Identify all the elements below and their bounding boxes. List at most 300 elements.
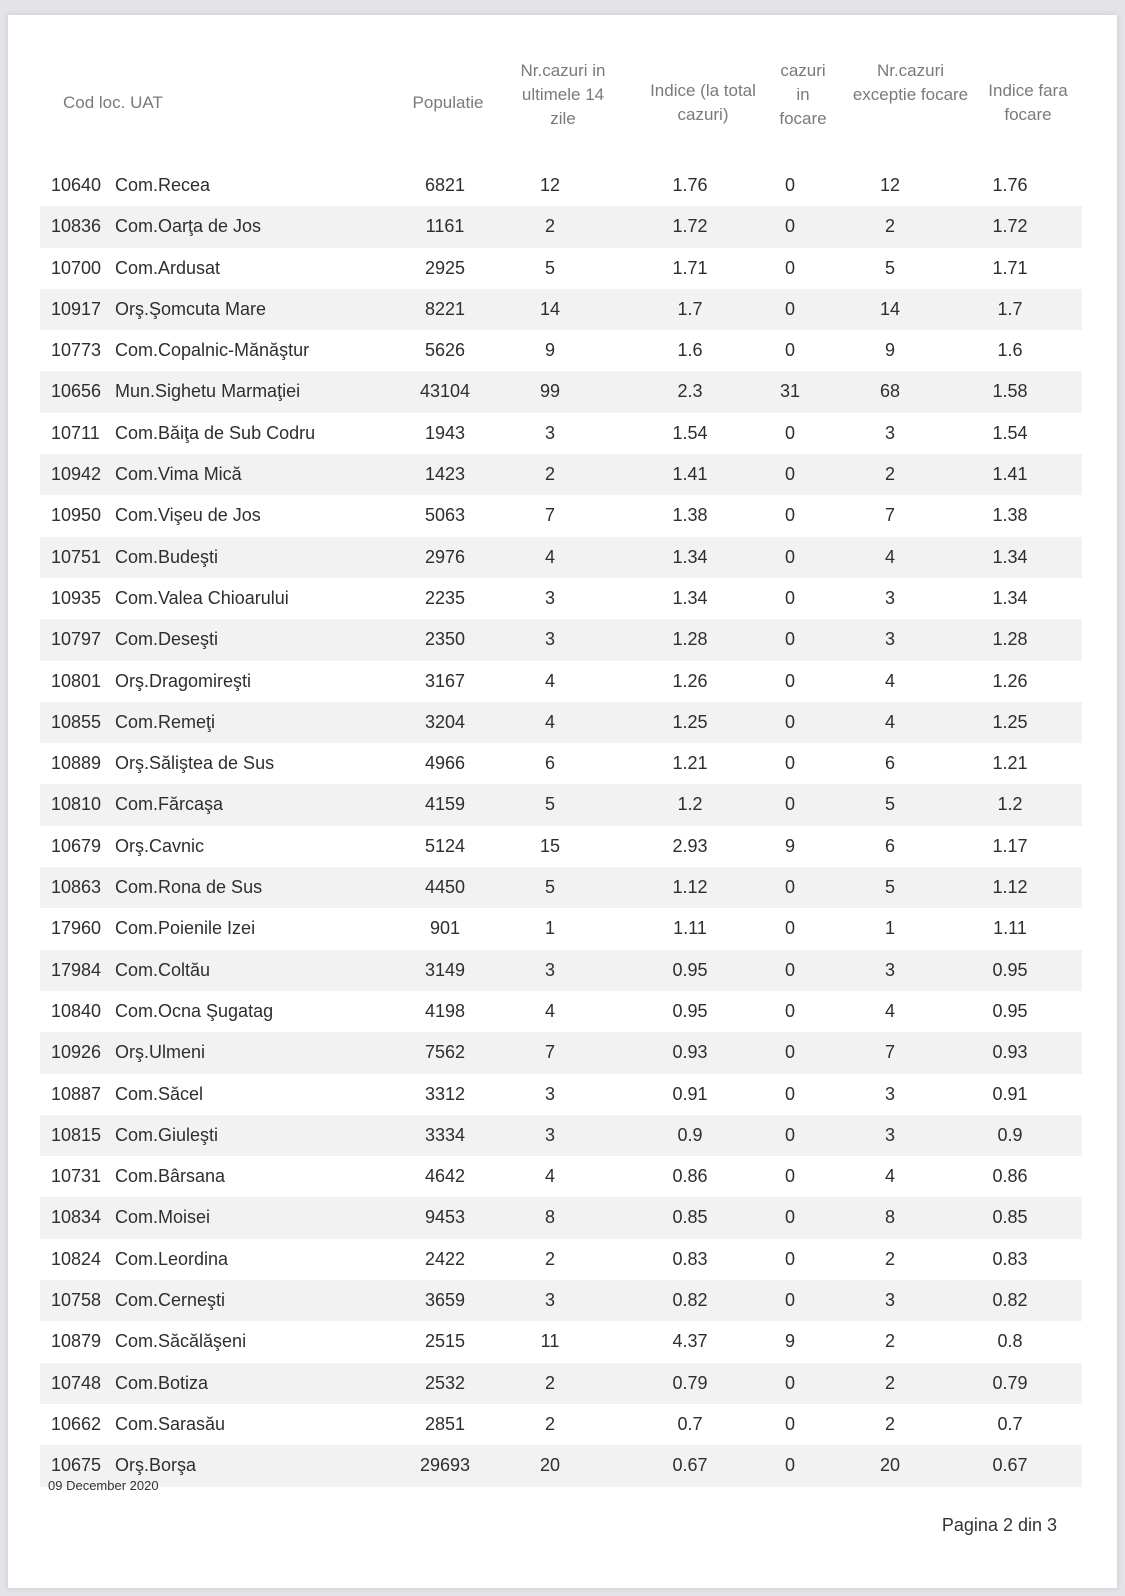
table-row <box>40 619 1082 660</box>
cell-population: 29693 <box>419 1455 471 1476</box>
cell-index-total: 1.28 <box>672 629 708 650</box>
cell-index-fara: 1.21 <box>992 753 1028 774</box>
cell-cases-focare: 9 <box>784 1331 795 1352</box>
cell-code: 10711 <box>51 422 100 443</box>
cell-index-fara: 0.83 <box>992 1248 1028 1269</box>
cell-code: 10863 <box>51 877 102 898</box>
cell-uat: Com.Copalnic-Mănăştur <box>115 340 310 361</box>
cell-cases-14: 11 <box>540 1331 560 1352</box>
cell-population: 3334 <box>424 1124 466 1145</box>
cell-uat: Mun.Sighetu Marmaţiei <box>115 381 301 402</box>
cell-code: 10801 <box>51 670 102 691</box>
cell-cases-exceptie: 5 <box>884 257 895 278</box>
cell-population: 4642 <box>424 1166 466 1187</box>
cell-uat: Orş.Săliştea de Sus <box>115 753 275 774</box>
cell-cases-14: 2 <box>544 1248 555 1269</box>
cell-cases-14: 4 <box>544 1000 555 1021</box>
cell-index-total: 0.7 <box>677 1413 703 1434</box>
cell-cases-exceptie: 8 <box>884 1207 895 1228</box>
cell-index-total: 1.25 <box>672 711 708 732</box>
cell-index-fara: 1.58 <box>992 381 1028 402</box>
table-row <box>40 1197 1082 1238</box>
header-index-fara-focare <box>983 79 1073 127</box>
cell-index-total: 0.85 <box>672 1207 708 1228</box>
cell-code: 10700 <box>51 257 102 278</box>
cell-index-fara: 1.2 <box>997 794 1023 815</box>
cell-cases-exceptie: 9 <box>884 340 895 361</box>
cell-uat: Orş.Borşa <box>115 1455 197 1476</box>
table-row <box>40 371 1082 412</box>
cell-cases-exceptie: 4 <box>884 1000 895 1021</box>
cell-code: 10640 <box>51 175 102 195</box>
cell-index-total: 0.83 <box>672 1248 708 1269</box>
cell-index-total: 1.76 <box>672 175 708 195</box>
cell-population: 1423 <box>424 464 466 485</box>
cell-cases-14: 6 <box>544 753 555 774</box>
cell-population: 3167 <box>424 670 466 691</box>
cell-uat: Com.Săcel <box>115 1083 204 1104</box>
cell-cases-exceptie: 20 <box>879 1455 901 1476</box>
header-line: Nr.cazuri <box>876 61 945 80</box>
cell-cases-14: 4 <box>544 546 555 567</box>
cell-cases-exceptie: 5 <box>884 794 895 815</box>
cell-code: 10810 <box>51 794 102 815</box>
cell-index-fara: 1.72 <box>992 216 1028 237</box>
table-row <box>40 1321 1082 1362</box>
cell-cases-exceptie: 4 <box>884 546 895 567</box>
cell-index-fara: 0.9 <box>997 1124 1023 1145</box>
cell-cases-exceptie: 1 <box>884 918 895 939</box>
cell-cases-exceptie: 2 <box>884 1248 895 1269</box>
cell-index-total: 2.93 <box>672 835 708 856</box>
cell-cases-14: 4 <box>544 670 555 691</box>
cell-cases-focare: 0 <box>784 1372 795 1393</box>
cell-uat: Orş.Cavnic <box>115 835 205 856</box>
table-row <box>40 248 1082 289</box>
cell-cases-14: 2 <box>544 216 555 237</box>
cell-population: 2515 <box>424 1331 466 1352</box>
cell-cases-exceptie: 6 <box>884 753 895 774</box>
cell-code: 10824 <box>51 1248 102 1269</box>
cell-cases-exceptie: 3 <box>884 422 895 443</box>
cell-cases-exceptie: 68 <box>879 381 901 402</box>
cell-code: 10917 <box>51 298 102 319</box>
cell-cases-14: 12 <box>539 175 561 195</box>
cell-uat: Orş.Dragomireşti <box>115 670 252 691</box>
cell-index-fara: 1.71 <box>992 257 1028 278</box>
cell-cases-focare: 9 <box>784 835 795 856</box>
cell-population: 43104 <box>419 381 471 402</box>
cell-cases-exceptie: 4 <box>884 1166 895 1187</box>
cell-index-fara: 1.11 <box>993 918 1027 939</box>
table-row <box>40 702 1082 743</box>
cell-uat: Orş.Ulmeni <box>115 1042 206 1063</box>
cell-index-fara: 1.54 <box>992 422 1028 443</box>
cell-cases-exceptie: 4 <box>884 711 895 732</box>
cell-population: 7562 <box>424 1042 466 1063</box>
header-line: in <box>796 85 810 104</box>
cell-cases-focare: 0 <box>784 1248 795 1269</box>
cell-cases-focare: 0 <box>784 587 795 608</box>
cell-uat: Com.Băiţa de Sub Codru <box>115 422 316 443</box>
header-population: Populatie <box>412 93 484 112</box>
cell-cases-14: 7 <box>544 1042 555 1063</box>
header-cases-14-days <box>508 59 618 131</box>
cell-index-fara: 0.95 <box>992 1000 1028 1021</box>
header-code-uat: Cod loc. UAT <box>63 93 163 112</box>
cell-cases-focare: 0 <box>784 877 795 898</box>
cell-index-fara: 1.28 <box>992 629 1028 650</box>
cell-index-fara: 1.34 <box>992 587 1028 608</box>
cell-index-total: 0.91 <box>672 1083 708 1104</box>
cell-cases-14: 5 <box>544 877 555 898</box>
cell-cases-exceptie: 7 <box>884 1042 895 1063</box>
table-row <box>40 1363 1082 1404</box>
cell-population: 2235 <box>424 587 466 608</box>
table-row <box>40 1156 1082 1197</box>
cell-cases-14: 3 <box>544 422 555 443</box>
cell-uat: Com.Deseşti <box>115 629 219 650</box>
cell-code: 10675 <box>51 1455 102 1476</box>
cell-index-total: 4.37 <box>672 1331 708 1352</box>
cell-population: 3312 <box>424 1083 466 1104</box>
cell-index-total: 1.38 <box>672 505 708 526</box>
cell-cases-exceptie: 3 <box>884 959 895 980</box>
table-row <box>40 1280 1082 1321</box>
cell-cases-focare: 0 <box>784 422 795 443</box>
header-line: cazuri) <box>677 105 729 124</box>
cell-index-total: 0.86 <box>672 1166 708 1187</box>
cell-uat: Com.Sarasău <box>115 1413 226 1434</box>
cell-index-fara: 0.95 <box>992 959 1028 980</box>
cell-index-fara: 0.8 <box>997 1331 1023 1352</box>
cell-cases-focare: 0 <box>784 1124 795 1145</box>
cell-index-fara: 0.91 <box>992 1083 1028 1104</box>
cell-cases-focare: 0 <box>784 216 795 237</box>
cell-index-total: 1.6 <box>677 340 703 361</box>
cell-index-fara: 0.67 <box>992 1455 1028 1476</box>
cell-population: 3659 <box>424 1290 466 1311</box>
cell-index-fara: 1.41 <box>992 464 1028 485</box>
cell-population: 5626 <box>424 340 466 361</box>
cell-cases-exceptie: 2 <box>884 1413 895 1434</box>
table-row <box>40 289 1082 330</box>
cell-uat: Com.Coltău <box>115 959 211 980</box>
header-line: Indice fara <box>988 81 1068 100</box>
cell-cases-14: 5 <box>544 257 555 278</box>
cell-index-total: 0.95 <box>672 959 708 980</box>
header-line: Indice (la total <box>650 81 756 100</box>
cell-cases-exceptie: 3 <box>884 1083 895 1104</box>
cell-cases-14: 3 <box>544 959 555 980</box>
cell-cases-14: 3 <box>544 629 555 650</box>
cell-population: 6821 <box>424 175 466 195</box>
table-row <box>40 991 1082 1032</box>
cell-index-fara: 0.82 <box>992 1290 1028 1311</box>
cell-index-total: 1.21 <box>672 753 708 774</box>
cell-cases-14: 7 <box>544 505 555 526</box>
header-line: Nr.cazuri in <box>520 61 606 80</box>
cell-cases-focare: 0 <box>784 1042 795 1063</box>
cell-index-total: 0.93 <box>672 1042 708 1063</box>
cell-cases-14: 3 <box>544 1124 555 1145</box>
cell-uat: Com.Botiza <box>115 1372 209 1393</box>
cell-cases-exceptie: 5 <box>884 877 895 898</box>
cell-cases-14: 4 <box>544 1166 555 1187</box>
cell-cases-focare: 0 <box>784 1000 795 1021</box>
cell-uat: Com.Fărcaşa <box>115 794 224 815</box>
cell-cases-14: 2 <box>544 1413 555 1434</box>
cell-cases-focare: 0 <box>784 1290 795 1311</box>
cell-code: 10950 <box>51 505 102 526</box>
cell-code: 10797 <box>51 629 102 650</box>
cell-code: 10731 <box>51 1166 102 1187</box>
table-row <box>40 784 1082 825</box>
cell-uat: Com.Giuleşti <box>115 1124 219 1145</box>
table-row <box>40 826 1082 867</box>
table-row <box>40 950 1082 991</box>
cell-cases-focare: 0 <box>784 340 795 361</box>
cell-population: 3204 <box>424 711 466 732</box>
cell-uat: Com.Cerneşti <box>115 1290 226 1311</box>
cell-cases-exceptie: 3 <box>884 629 895 650</box>
cell-index-fara: 1.38 <box>992 505 1028 526</box>
cell-cases-exceptie: 6 <box>884 835 895 856</box>
table-row <box>40 661 1082 702</box>
cell-code: 10751 <box>51 546 102 567</box>
table-body <box>40 165 1082 1487</box>
cell-cases-focare: 0 <box>784 505 795 526</box>
cell-code: 10942 <box>51 464 102 485</box>
cell-cases-exceptie: 2 <box>884 216 895 237</box>
table-row <box>40 330 1082 371</box>
cell-index-total: 0.95 <box>672 1000 708 1021</box>
cell-index-total: 1.54 <box>672 422 708 443</box>
cell-cases-exceptie: 2 <box>884 464 895 485</box>
table-row <box>40 1074 1082 1115</box>
cell-cases-focare: 0 <box>784 629 795 650</box>
cell-population: 9453 <box>424 1207 466 1228</box>
cell-uat: Com.Săcălăşeni <box>115 1331 247 1352</box>
cell-index-total: 1.11 <box>673 918 707 939</box>
table-row <box>40 206 1082 247</box>
table-row <box>40 1239 1082 1280</box>
cell-uat: Com.Oarţa de Jos <box>115 216 262 237</box>
header-index-total <box>638 79 768 127</box>
cell-uat: Com.Ardusat <box>115 257 221 278</box>
cell-uat: Com.Remeţi <box>115 711 216 732</box>
cell-cases-14: 3 <box>544 1290 555 1311</box>
table-row <box>40 454 1082 495</box>
cell-code: 10836 <box>51 216 102 237</box>
cell-population: 8221 <box>424 298 466 319</box>
cell-population: 1943 <box>424 422 466 443</box>
cell-uat: Com.Ocna Şugatag <box>115 1000 274 1021</box>
cell-code: 10855 <box>51 711 102 732</box>
cell-index-total: 1.7 <box>677 298 703 319</box>
table-row <box>40 1032 1082 1073</box>
cell-uat: Com.Moisei <box>115 1207 211 1228</box>
cell-index-fara: 1.26 <box>992 670 1028 691</box>
cell-population: 2532 <box>424 1372 466 1393</box>
cell-index-total: 2.3 <box>677 381 703 402</box>
header-cases-focare <box>768 59 838 131</box>
cell-cases-focare: 0 <box>784 670 795 691</box>
cell-index-total: 1.34 <box>672 587 708 608</box>
cell-cases-focare: 0 <box>784 1207 795 1228</box>
cell-cases-14: 14 <box>539 298 561 319</box>
cell-cases-14: 4 <box>544 711 555 732</box>
cell-cases-exceptie: 12 <box>879 175 901 195</box>
cell-code: 10815 <box>51 1124 102 1145</box>
header-cases-exceptie <box>838 59 983 107</box>
page-number: Pagina 2 din 3 <box>941 1515 1057 1535</box>
cell-cases-14: 1 <box>544 918 555 939</box>
cell-code: 10679 <box>51 835 102 856</box>
table-row <box>40 1115 1082 1156</box>
table-header <box>8 59 1117 159</box>
table-row <box>40 1445 1082 1486</box>
table-row <box>40 908 1082 949</box>
cell-index-total: 1.2 <box>677 794 703 815</box>
cell-cases-exceptie: 3 <box>884 1290 895 1311</box>
table-row <box>40 495 1082 536</box>
cell-code: 10773 <box>51 340 102 361</box>
header-line: focare <box>779 109 827 128</box>
cell-cases-focare: 0 <box>784 546 795 567</box>
cell-population: 2925 <box>424 257 466 278</box>
cell-uat: Com.Bârsana <box>115 1166 226 1187</box>
cell-uat: Com.Poienile Izei <box>115 918 256 939</box>
cell-population: 2976 <box>424 546 466 567</box>
table-row <box>40 1404 1082 1445</box>
cell-cases-focare: 0 <box>784 753 795 774</box>
header-line: ultimele 14 <box>521 85 605 104</box>
cell-cases-focare: 0 <box>784 257 795 278</box>
cell-cases-exceptie: 7 <box>884 505 895 526</box>
cell-index-total: 0.9 <box>677 1124 703 1145</box>
cell-cases-exceptie: 2 <box>884 1372 895 1393</box>
cell-cases-exceptie: 14 <box>879 298 901 319</box>
header-line: exceptie focare <box>852 85 969 104</box>
cell-population: 4198 <box>424 1000 466 1021</box>
cell-cases-focare: 0 <box>784 918 795 939</box>
cell-index-total: 1.71 <box>672 257 708 278</box>
cell-cases-14: 15 <box>539 835 561 856</box>
table-row <box>40 867 1082 908</box>
table-row <box>40 537 1082 578</box>
cell-cases-14: 9 <box>544 340 555 361</box>
cell-cases-14: 3 <box>544 1083 555 1104</box>
cell-population: 2422 <box>424 1248 466 1269</box>
table-row <box>40 413 1082 454</box>
cell-population: 2350 <box>424 629 466 650</box>
cell-population: 901 <box>429 918 461 939</box>
cell-cases-14: 8 <box>544 1207 555 1228</box>
cell-index-fara: 1.76 <box>992 175 1028 195</box>
cell-code: 10662 <box>51 1413 102 1434</box>
header-line: zile <box>550 109 576 128</box>
cell-uat: Com.Budeşti <box>115 546 219 567</box>
cell-index-total: 1.41 <box>672 464 708 485</box>
cell-index-total: 0.67 <box>672 1455 708 1476</box>
cell-index-total: 1.26 <box>672 670 708 691</box>
cell-code: 10935 <box>51 587 102 608</box>
cell-index-total: 1.12 <box>672 877 708 898</box>
cell-index-total: 1.72 <box>672 216 708 237</box>
table-row <box>40 165 1082 206</box>
cell-cases-focare: 31 <box>779 381 801 402</box>
cell-index-fara: 1.34 <box>992 546 1028 567</box>
cell-cases-focare: 0 <box>784 464 795 485</box>
cell-cases-focare: 0 <box>784 1455 795 1476</box>
cell-population: 3149 <box>424 959 466 980</box>
cell-cases-focare: 0 <box>784 1166 795 1187</box>
cell-index-fara: 1.25 <box>992 711 1028 732</box>
cell-index-total: 0.79 <box>672 1372 708 1393</box>
cell-uat: Orş.Şomcuta Mare <box>115 298 267 319</box>
cell-cases-exceptie: 3 <box>884 1124 895 1145</box>
cell-code: 10926 <box>51 1042 102 1063</box>
cell-index-fara: 0.86 <box>992 1166 1028 1187</box>
cell-uat: Com.Valea Chioarului <box>115 587 289 608</box>
cell-uat: Com.Leordina <box>115 1248 229 1269</box>
document-page <box>8 15 1117 1588</box>
cell-cases-14: 99 <box>539 381 561 402</box>
cell-cases-exceptie: 3 <box>884 587 895 608</box>
cell-index-fara: 1.7 <box>997 298 1023 319</box>
cell-code: 10889 <box>51 753 102 774</box>
cell-cases-focare: 0 <box>784 175 795 195</box>
cell-index-fara: 1.12 <box>992 877 1028 898</box>
cell-cases-exceptie: 2 <box>884 1331 895 1352</box>
cell-cases-focare: 0 <box>784 959 795 980</box>
cell-cases-14: 20 <box>539 1455 561 1476</box>
cell-index-fara: 0.93 <box>992 1042 1028 1063</box>
cell-cases-exceptie: 4 <box>884 670 895 691</box>
cell-index-total: 0.82 <box>672 1290 708 1311</box>
cell-code: 10656 <box>51 381 102 402</box>
cell-cases-14: 3 <box>544 587 555 608</box>
cell-population: 2851 <box>424 1413 466 1434</box>
cell-code: 10748 <box>51 1372 102 1393</box>
cell-cases-14: 2 <box>544 464 555 485</box>
cell-index-fara: 1.17 <box>992 835 1028 856</box>
cell-index-fara: 0.79 <box>992 1372 1028 1393</box>
report-date: 09 December 2020 <box>48 1478 159 1493</box>
cell-code: 10840 <box>51 1000 102 1021</box>
cell-index-fara: 0.85 <box>992 1207 1028 1228</box>
cell-population: 4159 <box>424 794 466 815</box>
cell-population: 5063 <box>424 505 466 526</box>
cell-code: 10879 <box>51 1331 102 1352</box>
cell-cases-14: 2 <box>544 1372 555 1393</box>
cell-population: 4450 <box>424 877 466 898</box>
header-line: cazuri <box>780 61 826 80</box>
cell-cases-focare: 0 <box>784 794 795 815</box>
table-row <box>40 578 1082 619</box>
cell-population: 1161 <box>425 216 465 237</box>
cell-code: 17984 <box>51 959 102 980</box>
cell-uat: Com.Rona de Sus <box>115 877 263 898</box>
cell-cases-focare: 0 <box>784 711 795 732</box>
cell-cases-focare: 0 <box>784 1413 795 1434</box>
cell-code: 10834 <box>51 1207 102 1228</box>
header-line: focare <box>1004 105 1052 124</box>
cell-index-total: 1.34 <box>672 546 708 567</box>
cell-code: 10887 <box>51 1083 102 1104</box>
cell-uat: Com.Vişeu de Jos <box>115 505 261 526</box>
